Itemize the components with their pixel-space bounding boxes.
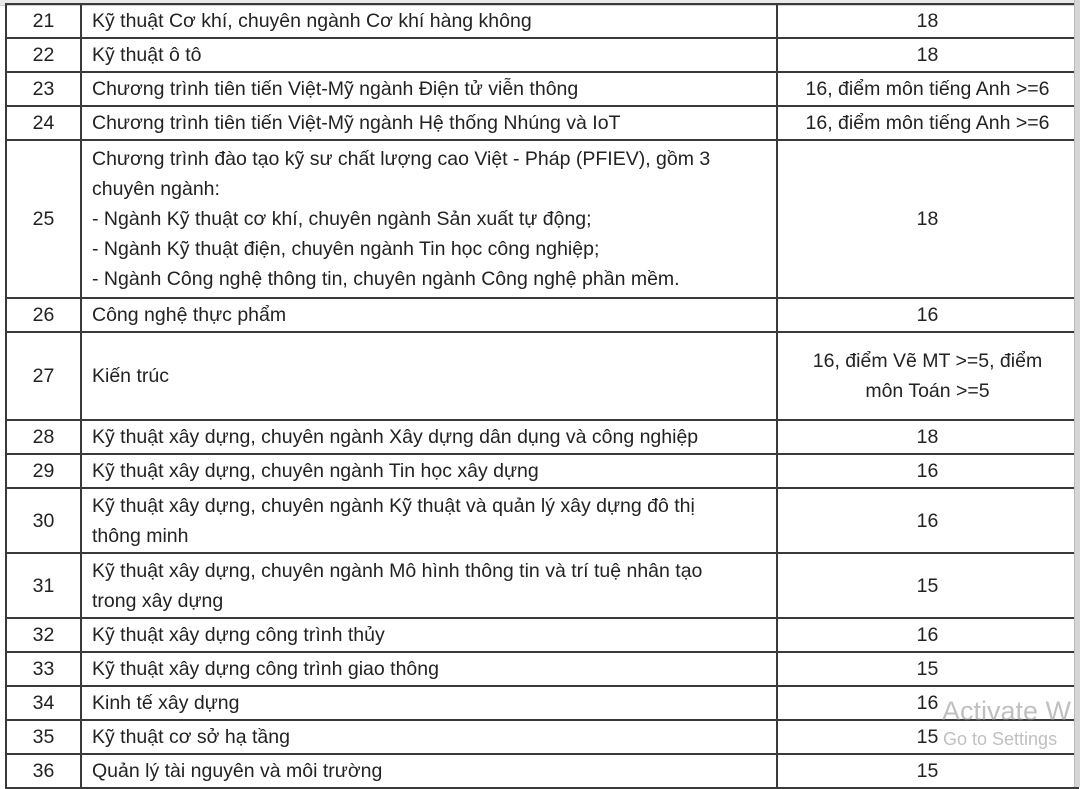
admission-score-cell	[777, 106, 1078, 140]
table-row	[6, 4, 1078, 38]
program-name-line: - Ngành Công nghệ thông tin, chuyên ngành Công nghệ phần mềm.	[92, 268, 680, 290]
row-number-cell: 29	[6, 454, 81, 488]
program-name-line: Kiến trúc	[92, 365, 169, 387]
table-row	[6, 298, 1078, 332]
table-row	[6, 553, 1078, 618]
admission-score-cell	[777, 553, 1078, 618]
admission-score-line: 16	[916, 509, 939, 532]
admission-score-line: 15	[916, 760, 939, 782]
admission-score-cell	[777, 72, 1078, 106]
program-name-line: Kỹ thuật xây dựng công trình giao thông	[92, 658, 439, 680]
table-row	[6, 652, 1078, 686]
row-number-cell: 33	[6, 652, 81, 686]
program-name-line: Kỹ thuật Cơ khí, chuyên ngành Cơ khí hàng không	[92, 10, 532, 32]
admission-score-line: 16, điểm Vẽ MT >=5, điểm	[812, 350, 1043, 372]
table-row	[6, 420, 1078, 454]
program-name-line: Kỹ thuật xây dựng, chuyên ngành Tin học xây dựng	[92, 460, 539, 482]
admission-score-line: 16, điểm môn tiếng Anh >=6	[805, 112, 1050, 134]
admission-score-line: 16, điểm môn tiếng Anh >=6	[805, 78, 1050, 100]
admission-score-line: môn Toán >=5	[865, 380, 990, 402]
row-number-cell: 34	[6, 686, 81, 720]
admission-score-cell	[777, 618, 1078, 652]
program-name-line: Kỹ thuật xây dựng, chuyên ngành Mô hình thông tin và trí tuệ nhân tạo	[92, 559, 703, 582]
program-name-line: Công nghệ thực phẩm	[92, 304, 287, 326]
program-name-cell	[81, 686, 777, 720]
admission-score-line: 18	[916, 208, 939, 230]
table-row	[6, 720, 1078, 754]
program-name-line: Kỹ thuật ô tô	[92, 44, 202, 66]
row-number-cell: 25	[6, 140, 81, 298]
program-name-line: Chương trình tiên tiến Việt-Mỹ ngành Điện tử viễn thông	[92, 78, 579, 100]
program-name-line: Kỹ thuật xây dựng, chuyên ngành Kỹ thuật và quản lý xây dựng đô thị	[92, 494, 695, 517]
program-name-cell	[81, 38, 777, 72]
admission-score-line: 18	[916, 10, 939, 32]
table-row	[6, 38, 1078, 72]
program-name-cell	[81, 454, 777, 488]
table-row	[6, 488, 1078, 553]
admission-score-line: 18	[916, 426, 939, 448]
program-name-cell	[81, 140, 777, 298]
program-name-line: - Ngành Kỹ thuật cơ khí, chuyên ngành Sản xuất tự động;	[92, 208, 592, 230]
program-name-cell	[81, 652, 777, 686]
table-row	[6, 754, 1078, 788]
row-number-cell: 31	[6, 553, 81, 618]
program-name-cell	[81, 420, 777, 454]
admission-score-line: 16	[916, 304, 939, 326]
admission-score-cell	[777, 38, 1078, 72]
window-right-edge	[1074, 0, 1080, 787]
watermark-line-1: Activate W	[942, 696, 1072, 726]
admission-score-cell	[777, 332, 1078, 420]
admission-score-cell	[777, 686, 1078, 720]
admission-score-cell	[777, 754, 1078, 788]
program-name-line: Kinh tế xây dựng	[92, 692, 240, 714]
admission-score-cell	[777, 454, 1078, 488]
program-name-line: Chương trình tiên tiến Việt-Mỹ ngành Hệ thống Nhúng và IoT	[92, 112, 621, 134]
table-row	[6, 106, 1078, 140]
admission-score-line: 16	[916, 624, 939, 646]
table-row	[6, 72, 1078, 106]
program-name-cell	[81, 332, 777, 420]
row-number-cell: 27	[6, 332, 81, 420]
row-number-cell: 21	[6, 4, 81, 38]
program-name-line: Kỹ thuật cơ sở hạ tầng	[92, 726, 290, 748]
admission-score-line: 18	[916, 44, 939, 66]
program-name-line: Quản lý tài nguyên và môi trường	[92, 760, 383, 782]
admission-score-line: 15	[916, 726, 939, 748]
row-number-cell: 28	[6, 420, 81, 454]
admission-score-table	[5, 3, 1079, 789]
program-name-cell	[81, 618, 777, 652]
admission-score-cell	[777, 140, 1078, 298]
program-name-line: thông minh	[92, 524, 189, 547]
program-name-cell	[81, 4, 777, 38]
admission-score-line: 16	[916, 460, 939, 482]
row-number-cell: 36	[6, 754, 81, 788]
program-name-cell	[81, 720, 777, 754]
watermark-line-2: Go to Settings	[943, 729, 1058, 749]
admission-score-cell	[777, 420, 1078, 454]
program-name-cell	[81, 553, 777, 618]
admission-score-table-container	[5, 3, 1079, 789]
row-number-cell: 35	[6, 720, 81, 754]
program-name-cell	[81, 106, 777, 140]
table-row	[6, 140, 1078, 298]
program-name-cell	[81, 298, 777, 332]
admission-score-cell	[777, 298, 1078, 332]
row-number-cell: 22	[6, 38, 81, 72]
program-name-cell	[81, 72, 777, 106]
table-row	[6, 618, 1078, 652]
admission-score-cell	[777, 652, 1078, 686]
table-row	[6, 332, 1078, 420]
admission-score-cell	[777, 4, 1078, 38]
row-number-cell: 30	[6, 488, 81, 553]
program-name-line: Chương trình đào tạo kỹ sư chất lượng cao Việt - Pháp (PFIEV), gồm 3	[92, 148, 711, 170]
table-body	[6, 4, 1078, 788]
admission-score-cell	[777, 720, 1078, 754]
table-row	[6, 686, 1078, 720]
program-name-line: Kỹ thuật xây dựng công trình thủy	[92, 624, 385, 646]
row-number-cell: 32	[6, 618, 81, 652]
row-number-cell: 23	[6, 72, 81, 106]
program-name-line: trong xây dựng	[92, 589, 224, 612]
program-name-cell	[81, 754, 777, 788]
program-name-line: Kỹ thuật xây dựng, chuyên ngành Xây dựng dân dụng và công nghiệp	[92, 426, 699, 448]
admission-score-cell	[777, 488, 1078, 553]
row-number-cell: 24	[6, 106, 81, 140]
admission-score-line: 16	[916, 692, 939, 714]
row-number-cell: 26	[6, 298, 81, 332]
admission-score-line: 15	[916, 574, 939, 597]
admission-score-line: 15	[916, 658, 939, 680]
program-name-cell	[81, 488, 777, 553]
table-row	[6, 454, 1078, 488]
program-name-line: - Ngành Kỹ thuật điện, chuyên ngành Tin học công nghiệp;	[92, 238, 600, 260]
program-name-line: chuyên ngành:	[92, 178, 220, 200]
